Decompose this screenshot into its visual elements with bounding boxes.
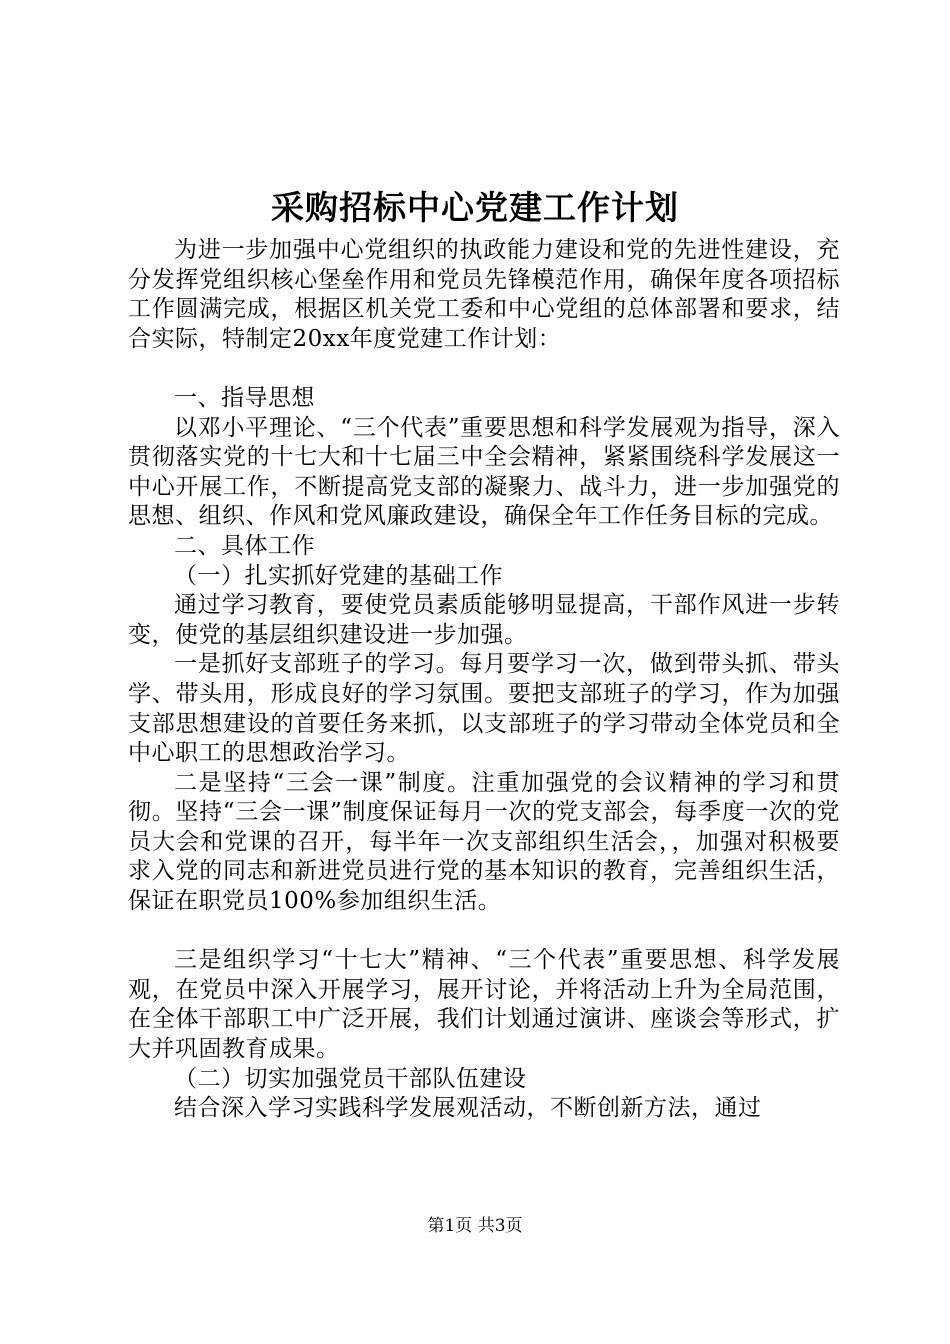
team-building-paragraph: 结合深入学习实践科学发展观活动，不断创新方法，通过: [174, 1095, 762, 1122]
point-one-paragraph: 一是抓好支部班子的学习。每月要学习一次，做到带头抓、带头学、带头用，形成良好的学习氛围。要把支部班子的学习，作为加强支部思想建设的首要任务来抓，以支部班子的学习带动全体党员和全中心职工的思想政治学习。: [128, 651, 840, 767]
subsection-heading-1: （一）扎实抓好党建的基础工作: [174, 562, 503, 589]
point-two-paragraph: 二是坚持“三会一课”制度。注重加强党的会议精神的学习和贯彻。坚持“三会一课”制度保证每月一次的党支部会，每季度一次的党员大会和党课的召开，每半年一次支部组织生活会，，加强对积极要求入党的同志和新进党员进行党的基本知识的教育，完善组织生活，保证在职党员100%参加组织生活。: [128, 769, 840, 915]
intro-paragraph: 为进一步加强中心党组织的执政能力建设和党的先进性建设，充分发挥党组织核心堡垒作用和党员先锋模范作用，确保年度各项招标工作圆满完成，根据区机关党工委和中心党组的总体部署和要求，结合实际，特制定20xx年度党建工作计划：: [128, 237, 840, 352]
subsection-heading-2: （二）切实加强党员干部队伍建设: [174, 1065, 527, 1092]
document-body: [128, 236, 840, 1124]
document-title: 采购招标中心党建工作计划: [271, 188, 679, 227]
study-education-paragraph: 通过学习教育，要使党员素质能够明显提高，干部作风进一步转变，使党的基层组织建设进一步加强。: [128, 592, 840, 648]
page-footer: 第1页 共3页: [427, 1216, 523, 1236]
section-heading-guiding-thought: 一、指导思想: [174, 384, 315, 411]
point-three-paragraph: 三是组织学习“十七大”精神、“三个代表”重要思想、科学发展观，在党员中深入开展学习，展开讨论，并将活动上升为全局范围，在全体干部职工中广泛开展，我们计划通过演讲、座谈会等形式，扩大并巩固教育成果。: [128, 947, 840, 1063]
guiding-thought-paragraph: 以邓小平理论、“三个代表”重要思想和科学发展观为指导，深入贯彻落实党的十七大和十七届三中全会精神，紧紧围绕科学发展这一中心开展工作，不断提高党支部的凝聚力、战斗力，进一步加强党的思想、组织、作风和党风廉政建设，确保全年工作任务目标的完成。: [128, 414, 840, 530]
section-heading-specific-work: 二、具体工作: [174, 532, 315, 559]
